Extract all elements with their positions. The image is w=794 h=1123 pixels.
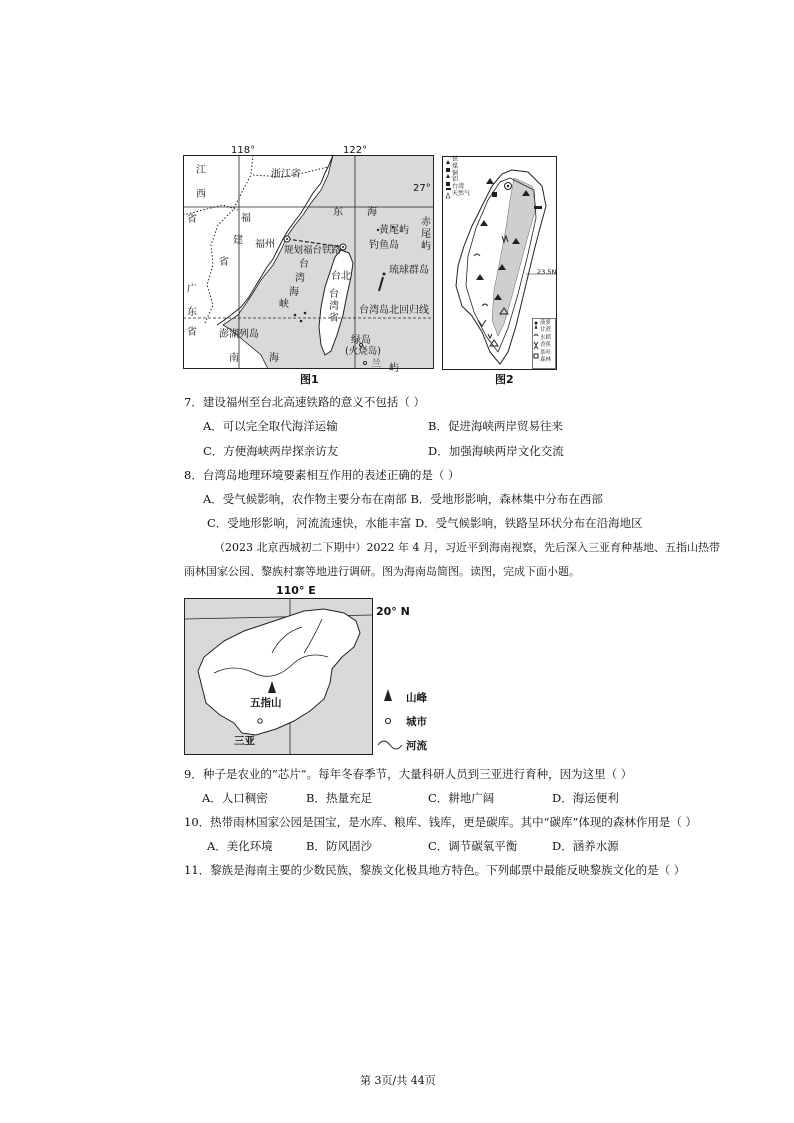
legend-rice: 水稻 (540, 334, 552, 341)
q7-option-b: B．促进海峡两岸贸易往来 (428, 419, 563, 433)
label-ludao: 绿岛 (351, 335, 371, 346)
label-wan: 湾 (295, 273, 305, 284)
lat-27-label: 27° (413, 183, 431, 194)
label-yu2: 屿 (389, 363, 399, 374)
q9-option-d: D．海运便利 (552, 791, 619, 805)
label-hai1: 海 (367, 207, 377, 218)
label-huangweiyu: 黄尾屿 (379, 225, 409, 236)
lon-118-label: 118° (231, 145, 256, 156)
q9-stem: 9．种子是农业的“芯片”。每年冬春季节，大量科研人员到三亚进行育种，因为这里（ ） (184, 767, 633, 781)
label-tai: 台 (299, 259, 309, 270)
label-chi: 赤 (421, 217, 431, 228)
q10-option-a: A．美化环境 (207, 839, 273, 853)
label-taibei: 台北 (331, 271, 351, 282)
label-hai2: 海 (289, 287, 299, 298)
label-xi: 西 (196, 189, 206, 200)
figure3-lon-label: 110° E (276, 584, 316, 597)
q9-option-b: B．热量充足 (306, 791, 372, 805)
q10-option-b: B．防风固沙 (306, 839, 372, 853)
q8-options-ab: A．受气候影响，农作物主要分布在南部 B．受地形影响，森林集中分布在西部 (203, 492, 603, 506)
figure1-map (183, 145, 434, 374)
label-nan: 南 (229, 353, 239, 364)
intro-line2: 雨林国家公园、黎族村寨等地进行调研。图为海南岛简图。读图，完成下面小题。 (184, 565, 580, 578)
figure1-caption: 图1 (300, 373, 319, 386)
q8-stem: 8．台湾岛地理环境要素相互作用的表述正确的是（ ） (184, 468, 460, 482)
legend-pineapple: 菠萝 (540, 320, 552, 326)
legend-peak: 山峰 (406, 692, 427, 704)
label-tropic: 北回归线 (389, 305, 429, 316)
label-wuzhishan: 五指山 (250, 697, 282, 709)
legend-gas: 天然气 (452, 189, 471, 197)
q9-option-c: C．耕地广阔 (428, 791, 495, 805)
legend-forest: 森林 (540, 357, 552, 364)
figure2-legend-top (452, 157, 470, 198)
label-liuqiu: 琉球群岛 (389, 265, 429, 276)
label-dong: 东 (333, 207, 343, 218)
label-sheng4: 省 (187, 327, 197, 338)
label-sheng2: 省 (219, 257, 229, 268)
label-hai3: 海 (269, 353, 279, 364)
figure2-caption: 图2 (495, 373, 514, 386)
legend-taiwan: 台湾 (452, 183, 465, 191)
legend-copper: 铜 (452, 169, 459, 177)
q7-option-a: A．可以完全取代海洋运输 (203, 419, 338, 433)
lon-122-label: 122° (343, 145, 368, 156)
figure3-lat-label: 20° N (376, 605, 410, 618)
legend-banana: 香蕉 (540, 342, 552, 349)
q7-option-c: C．方便海峡两岸探亲访友 (203, 444, 339, 458)
legend-city: 城市 (406, 716, 427, 728)
label-wei: 尾 (421, 229, 431, 240)
legend-aluminum: 铝 (452, 176, 459, 184)
q10-option-d: D．涵养水源 (552, 839, 619, 853)
legend-river: 河流 (406, 740, 427, 752)
label-fu: 福 (241, 213, 251, 224)
q11-stem: 11．黎族是海南主要的少数民族，黎族文化极具地方特色。下列邮票中最能反映黎族文化的是（ ） (184, 863, 686, 877)
q10-stem: 10．热带雨林国家公园是国宝，是水库、粮库、钱库，更是碳库。其中“碳库”体现的森林作用是（ ） (184, 815, 698, 829)
label-guang: 广 (187, 284, 197, 295)
figure2-legend-bottom (540, 320, 551, 364)
label-taiwandao: 台湾岛 (359, 305, 389, 316)
label-railway: 规划福台铁路 (284, 245, 342, 256)
q7-stem: 7．建设福州至台北高速铁路的意义不包括（ ） (184, 395, 425, 409)
label-zhejiang: 浙江省 (271, 169, 301, 180)
legend-coal: 煤 (452, 162, 459, 170)
label-tai2: 台 (329, 289, 339, 300)
figure2-map (442, 156, 557, 370)
label-jian: 建 (233, 235, 243, 246)
label-lan: 兰 (371, 359, 381, 370)
label-sanya: 三亚 (234, 735, 255, 747)
label-huoshaodao: (火烧岛) (345, 346, 381, 357)
label-penghu: 澎湖列岛 (219, 329, 259, 340)
label-sheng3: 省 (329, 313, 339, 324)
label-wan2: 湾 (329, 301, 339, 312)
figure2-lat-label: 23.5N (537, 268, 557, 276)
legend-sugarcane: 甘蔗 (540, 327, 552, 334)
q7-option-d: D．加强海峡两岸文化交流 (428, 444, 564, 458)
label-sheng1: 省 (187, 214, 197, 225)
q10-option-c: C．调节碳氧平衡 (428, 839, 518, 853)
q9-option-a: A．人口稠密 (202, 791, 268, 805)
label-jiang: 江 (196, 165, 206, 176)
intro-line1: （2023 北京西城初二下期中）2022 年 4 月，习近平到海南视察，先后深入三亚育种基地、五指山热带 (214, 541, 720, 554)
label-xia: 峡 (279, 299, 289, 310)
label-diaoyudao: 钓鱼岛 (369, 240, 399, 251)
page-footer: 第 3页/共 44页 (360, 1074, 436, 1087)
q8-options-cd: C．受地形影响，河流流速快，水能丰富 D．受气候影响，铁路呈环状分布在沿海地区 (207, 516, 643, 530)
legend-tea: 茶叶 (540, 349, 552, 356)
legend-iron: 铁 (452, 156, 459, 163)
label-fuzhou: 福州 (255, 239, 275, 250)
label-yu: 屿 (421, 241, 431, 252)
figure3-map (184, 583, 454, 763)
label-dong2: 东 (187, 307, 197, 318)
